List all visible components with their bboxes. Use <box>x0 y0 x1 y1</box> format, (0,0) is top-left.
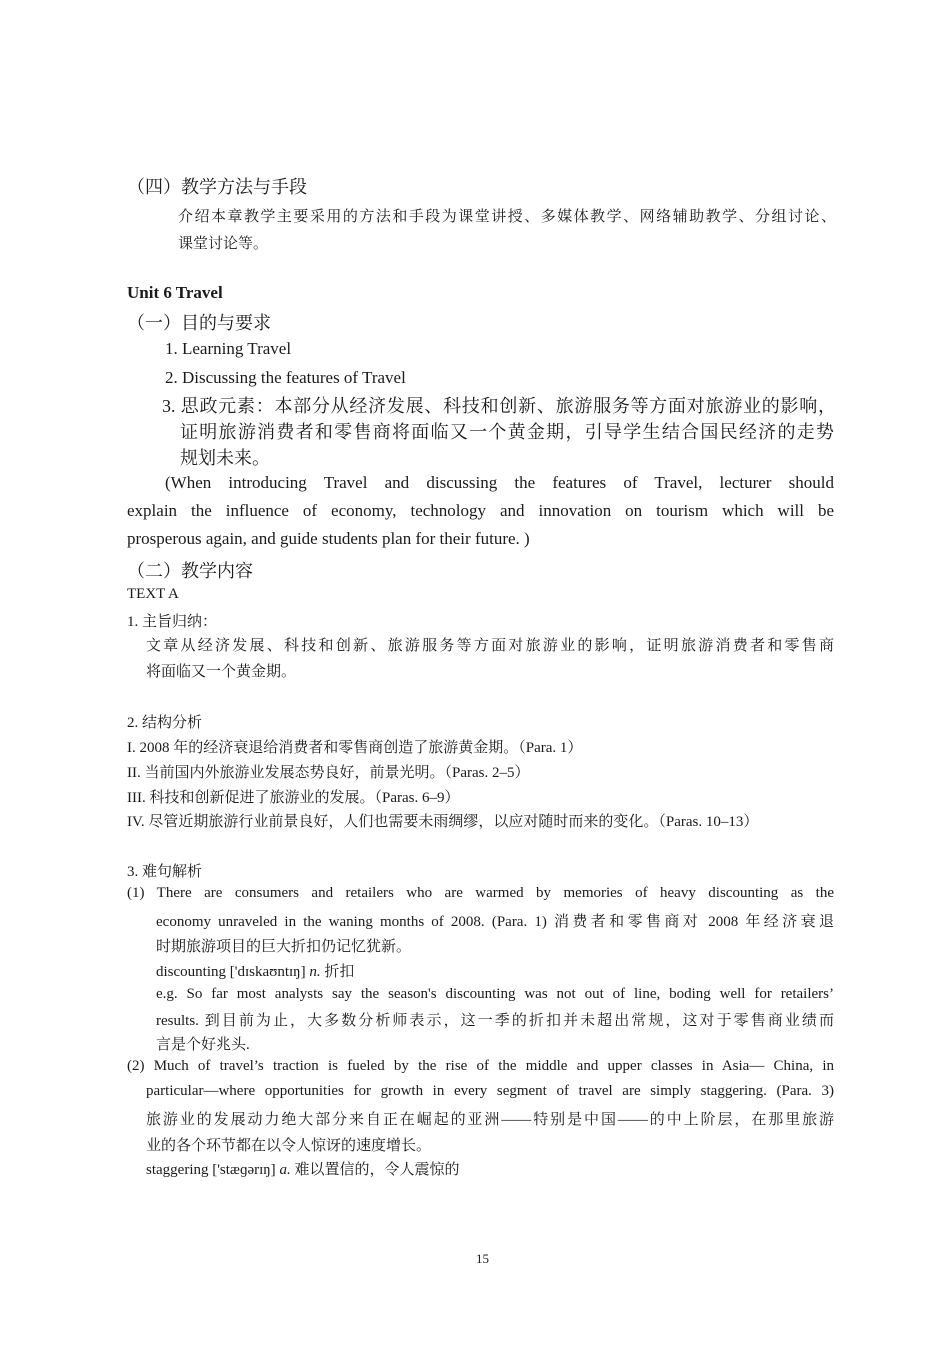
vocab-pos: n. <box>309 964 321 980</box>
subsection-label: 1. 主旨归纳： <box>127 614 218 630</box>
paragraph-line: 课堂讨论等。 <box>178 236 269 252</box>
page-number: 15 <box>476 1251 489 1266</box>
section-heading: （二）教学内容 <box>127 561 253 581</box>
sentence-line: particular—where opportunities for growth in every segment of travel are simply staggering. (Para. 3) <box>146 1083 834 1099</box>
english-note-line: explain the influence of economy, technology and innovation on tourism which will be <box>127 501 834 520</box>
example-line: results. 到目前为止，大多数分析师表示，这一季的折扣并未超出常规，这对于零售商业绩而 <box>156 1013 834 1029</box>
goal-item: 证明旅游消费者和零售商将面临又一个黄金期，引导学生结合国民经济的走势 <box>180 422 834 442</box>
vocab-entry <box>156 960 354 981</box>
sentence-line: 时期旅游项目的巨大折扣仍记忆犹新。 <box>156 939 412 955</box>
structure-item: I. 2008 年的经济衰退给消费者和零售商创造了旅游黄金期。（Para. 1） <box>127 740 583 756</box>
goal-item: 2. Discussing the features of Travel <box>165 368 406 387</box>
subsection-label: 3. 难句解析 <box>127 864 203 880</box>
sentence-line: economy unraveled in the waning months of 2008. (Para. 1) 消费者和零售商对 2008 年经济衰退 <box>156 914 834 930</box>
vocab-definition: 折扣 <box>320 964 355 980</box>
structure-item: II. 当前国内外旅游业发展态势良好，前景光明。（Paras. 2–5） <box>127 765 530 781</box>
goal-item: 1. Learning Travel <box>165 339 292 358</box>
unit-title: Unit 6 Travel <box>127 283 223 302</box>
vocab-word: staggering ['stæɡərɪŋ] <box>146 1162 280 1178</box>
example-line: 言是个好兆头. <box>156 1037 250 1053</box>
example-line: e.g. So far most analysts say the season's discounting was not out of line, boding well for retailers’ <box>156 986 834 1002</box>
vocab-pos: a. <box>279 1162 291 1178</box>
english-note-line: prosperous again, and guide students plan for their future. ) <box>127 529 530 548</box>
text-label: TEXT A <box>127 586 179 602</box>
vocab-definition: 难以置信的，令人震惊的 <box>290 1162 460 1178</box>
structure-item: III. 科技和创新促进了旅游业的发展。（Paras. 6–9） <box>127 790 460 806</box>
paragraph-line: 文章从经济发展、科技和创新、旅游服务等方面对旅游业的影响，证明旅游消费者和零售商 <box>146 638 834 654</box>
vocab-entry <box>146 1158 459 1179</box>
paragraph-line: 介绍本章教学主要采用的方法和手段为课堂讲授、多媒体教学、网络辅助教学、分组讨论、 <box>178 209 836 225</box>
paragraph-line: 将面临又一个黄金期。 <box>146 664 297 680</box>
section-heading: （一）目的与要求 <box>127 313 271 333</box>
vocab-word: discounting ['dɪskaʊntɪŋ] <box>156 964 310 980</box>
goal-item: 规划未来。 <box>180 448 270 468</box>
sentence-line: 旅游业的发展动力绝大部分来自正在崛起的亚洲——特别是中国——的中上阶层，在那里旅游 <box>146 1112 834 1128</box>
subsection-label: 2. 结构分析 <box>127 715 203 731</box>
english-note-line: (When introducing Travel and discussing the features of Travel, lecturer should <box>165 473 834 492</box>
section-heading: （四）教学方法与手段 <box>127 177 307 197</box>
sentence-line: (1) There are consumers and retailers who are warmed by memories of heavy discounting as the <box>127 885 834 901</box>
structure-item: IV. 尽管近期旅游行业前景良好，人们也需要未雨绸缪，以应对随时而来的变化。（Paras. 10–13） <box>127 814 759 830</box>
sentence-line: 业的各个环节都在以令人惊讶的速度增长。 <box>146 1138 432 1154</box>
sentence-line: (2) Much of travel’s traction is fueled by the rise of the middle and upper classes in Asia— China, in <box>127 1058 834 1074</box>
goal-item: 3. 思政元素：本部分从经济发展、科技和创新、旅游服务等方面对旅游业的影响， <box>162 396 836 416</box>
